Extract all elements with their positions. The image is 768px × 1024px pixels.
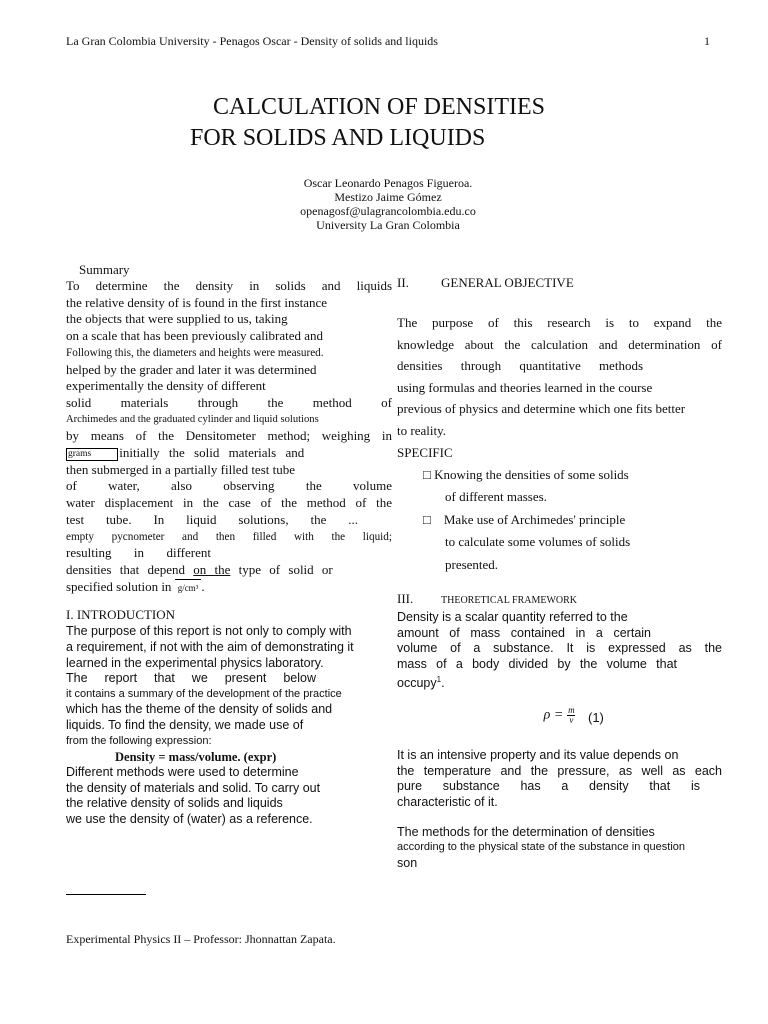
intro-line: which has the theme of the density of solids and bbox=[66, 702, 333, 717]
objective-line: knowledge about the calculation and determination of bbox=[397, 336, 722, 352]
author-block bbox=[268, 176, 508, 232]
section-title: GENERAL OBJECTIVE bbox=[441, 275, 574, 290]
section-number: III. bbox=[397, 591, 414, 607]
page-number: 1 bbox=[704, 34, 710, 48]
section-number: II. bbox=[397, 275, 409, 290]
specific-heading: SPECIFIC bbox=[397, 444, 453, 460]
paper-title bbox=[190, 92, 610, 154]
equation-label: (1) bbox=[588, 710, 604, 726]
bullet-continuation: to calculate some volumes of solids bbox=[445, 534, 631, 550]
introduction-heading: I. INTRODUCTION bbox=[66, 607, 176, 623]
introduction-body bbox=[66, 624, 392, 749]
running-header bbox=[66, 34, 710, 49]
framework-line: It is an intensive property and its value depends on bbox=[397, 748, 679, 763]
summary-line: specified solution in g/cm³ . bbox=[66, 579, 392, 597]
introduction-body-cont bbox=[66, 765, 392, 827]
footer-text: Experimental Physics II – Professor: Jhonnattan Zapata. bbox=[66, 932, 336, 946]
title-line-2: FOR SOLIDS AND LIQUIDS bbox=[190, 125, 486, 151]
summary-line: by means of the Densitometer method; weighing in bbox=[66, 428, 392, 444]
checkbox-bullet-icon: □ bbox=[423, 466, 431, 482]
general-objective-heading bbox=[397, 274, 722, 292]
footnote-marker: 1 bbox=[436, 675, 442, 685]
summary-line: on a scale that has been previously calibrated and bbox=[66, 328, 324, 344]
summary-line: helped by the grader and later it was determined bbox=[66, 361, 317, 377]
summary-line: To determine the density in solids and liquids bbox=[66, 278, 392, 293]
summary-line: test tube. In liquid solutions, the ... bbox=[66, 511, 358, 527]
theoretical-framework-heading bbox=[397, 590, 722, 610]
grams-box: grams bbox=[66, 448, 118, 461]
intro-line: it contains a summary of the development of the practice bbox=[66, 687, 342, 700]
framework-text: occupy bbox=[397, 676, 437, 691]
framework-line: volume of a substance. It is expressed as the bbox=[397, 641, 722, 656]
footnote-rule bbox=[66, 894, 146, 895]
density-equation bbox=[397, 706, 722, 730]
summary-line: Archimedes and the graduated cylinder and liquid solutions bbox=[66, 413, 319, 425]
framework-line: son bbox=[397, 855, 418, 870]
intro-line: learned in the experimental physics laboratory. bbox=[66, 655, 324, 670]
framework-line: according to the physical state of the substance in question bbox=[397, 841, 686, 854]
summary-line-with-box bbox=[66, 445, 392, 462]
title-line-1: CALCULATION OF DENSITIES bbox=[213, 94, 545, 120]
left-column bbox=[66, 262, 392, 827]
summary-line: solid materials through the method of bbox=[66, 394, 392, 410]
framework-body-2 bbox=[397, 748, 722, 871]
intro-line: the density of materials and solid. To carry out bbox=[66, 780, 321, 795]
intro-line: liquids. To find the density, we made use of bbox=[66, 717, 304, 732]
author-email: openagosf@ulagrancolombia.edu.co bbox=[300, 204, 476, 218]
summary-underlined-text: on the bbox=[193, 561, 231, 577]
framework-line: Density is a scalar quantity referred to the bbox=[397, 610, 628, 625]
summary-heading: Summary bbox=[79, 262, 130, 277]
intro-line: The report that we present below bbox=[66, 671, 316, 686]
framework-body bbox=[397, 610, 722, 692]
framework-line: pure substance has a density that is bbox=[397, 779, 700, 794]
equation-fraction bbox=[567, 706, 575, 725]
objective-line: to reality. bbox=[397, 422, 446, 438]
equation-denominator: v bbox=[569, 715, 574, 726]
author-affiliation: University La Gran Colombia bbox=[316, 218, 460, 232]
intro-line: a requirement, if not with the aim of demonstrating it bbox=[66, 639, 354, 654]
bullet-continuation: of different masses. bbox=[445, 489, 547, 505]
bullet-text: Knowing the densities of some solids bbox=[434, 466, 629, 482]
summary-line: then submerged in a partially filled test tube bbox=[66, 461, 296, 477]
summary-line bbox=[66, 562, 392, 579]
density-unit: g/cm³ bbox=[175, 579, 202, 597]
summary-line-text: initially the solid materials and bbox=[119, 445, 305, 461]
summary-line: resulting in different bbox=[66, 545, 211, 561]
density-formula: Density = mass/volume. (expr) bbox=[115, 750, 277, 765]
summary-line: water displacement in the case of the method of the bbox=[66, 495, 392, 511]
framework-line: amount of mass contained in a certain bbox=[397, 625, 651, 640]
right-column bbox=[397, 274, 722, 871]
summary-line: of water, also observing the volume bbox=[66, 478, 392, 494]
intro-line: The purpose of this report is not only to comply with bbox=[66, 624, 352, 639]
specific-bullet-2 bbox=[397, 509, 722, 532]
intro-line: we use the density of (water) as a reference. bbox=[66, 811, 313, 826]
bullet-continuation: presented. bbox=[445, 556, 499, 572]
intro-line: Different methods were used to determine bbox=[66, 765, 299, 780]
summary-line: experimentally the density of different bbox=[66, 378, 266, 394]
objective-line: densities through quantitative methods bbox=[397, 358, 643, 374]
framework-line: the temperature and the pressure, as well as each bbox=[397, 763, 722, 778]
intro-line: from the following expression: bbox=[66, 734, 212, 747]
framework-line: occupy$^1$. bbox=[397, 675, 445, 691]
section-title: THEORETICAL FRAMEWORK bbox=[441, 595, 578, 607]
summary-text: densities that depend bbox=[66, 561, 194, 577]
checkbox-bullet-icon: □ bbox=[423, 511, 431, 527]
equation-numerator: m bbox=[568, 705, 575, 716]
objective-line: The purpose of this research is to expand the bbox=[397, 315, 722, 330]
summary-line: Following this, the diameters and heights were measured. bbox=[66, 346, 324, 359]
bullet-text: Make use of Archimedes' principle bbox=[443, 511, 626, 527]
equation-lhs: ρ = bbox=[543, 707, 564, 723]
framework-line: mass of a body divided by the volume that bbox=[397, 656, 677, 671]
objective-line: previous of physics and determine which one fits better bbox=[397, 401, 686, 417]
framework-line: characteristic of it. bbox=[397, 794, 498, 809]
objective-line: using formulas and theories learned in the course bbox=[397, 379, 653, 395]
summary-body bbox=[66, 278, 392, 596]
summary-line: empty pycnometer and then filled with the liquid; bbox=[66, 530, 392, 543]
summary-text: specified solution in bbox=[66, 578, 172, 594]
author-name-1: Oscar Leonardo Penagos Figueroa. bbox=[303, 176, 473, 190]
intro-line: the relative density of solids and liquids bbox=[66, 796, 283, 811]
framework-line: The methods for the determination of densities bbox=[397, 824, 655, 839]
running-title: La Gran Colombia University - Penagos Oscar - Density of solids and liquids bbox=[66, 34, 438, 48]
summary-line: the relative density of is found in the first instance bbox=[66, 294, 328, 310]
summary-text: type of solid or bbox=[230, 561, 333, 577]
specific-bullet-1 bbox=[397, 464, 722, 487]
summary-line: the objects that were supplied to us, taking bbox=[66, 311, 288, 327]
author-name-2: Mestizo Jaime Gómez bbox=[334, 190, 442, 204]
